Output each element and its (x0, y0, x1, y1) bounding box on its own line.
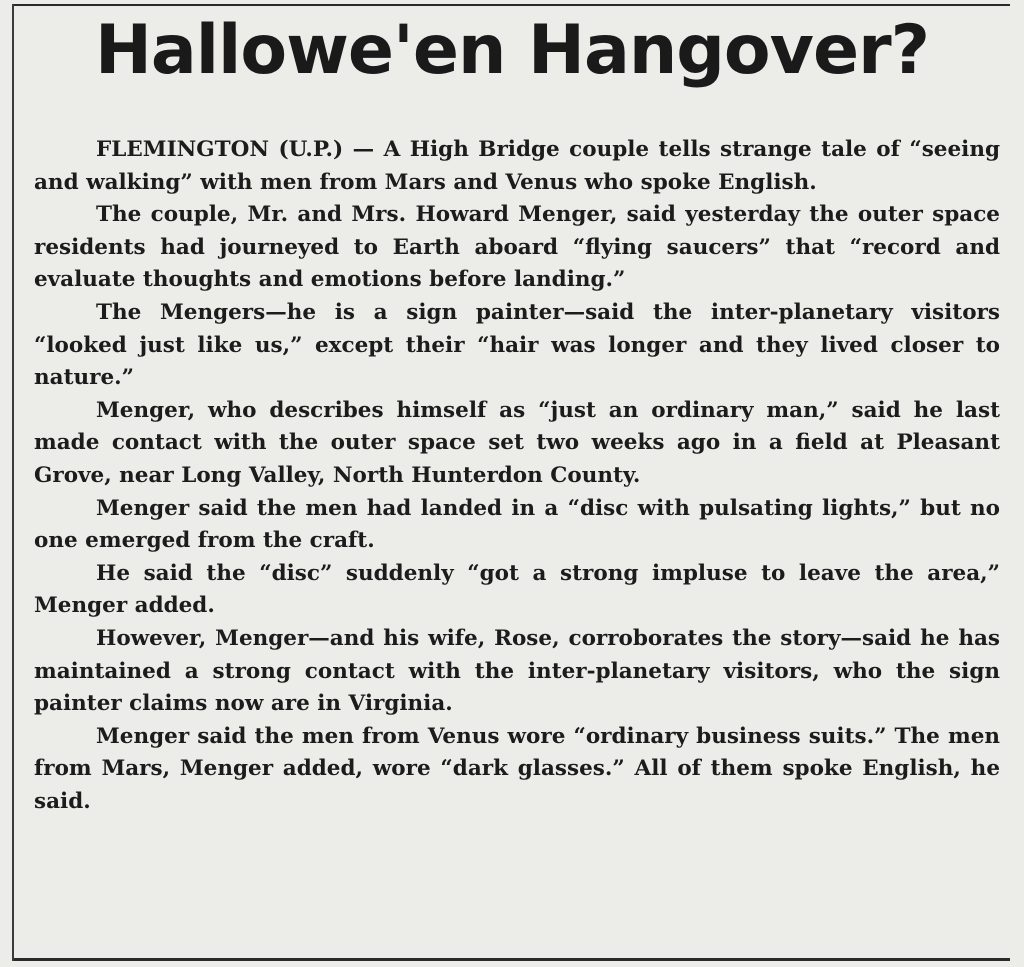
bottom-rule (14, 958, 1010, 961)
paragraph: Menger, who describes himself as “just an ordinary man,” said he last made contact with the outer space set two weeks ago in a field at Pleasant Grove, near Long Valley, North Hunterdon County. (34, 397, 1000, 488)
top-rule (14, 4, 1010, 6)
article-body (34, 134, 1000, 818)
column-rule (12, 4, 14, 961)
paragraph: He said the “disc” suddenly “got a strong impluse to leave the area,” Menger added. (34, 560, 1000, 619)
headline: Hallowe'en Hangover? (94, 11, 930, 90)
paragraph-dateline: FLEMINGTON (U.P.) — A High Bridge couple tells strange tale of “seeing and walking” with men from Mars and Venus who spoke English. (34, 137, 1000, 195)
paragraph: Menger said the men from Venus wore “ordinary business suits.” The men from Mars, Menger added, wore “dark glasses.” All of them spoke English, he said. (34, 723, 1000, 814)
paragraph: The Mengers—he is a sign painter—said the inter-planetary visitors “looked just like us,” except their “hair was longer and they lived closer to nature.” (34, 299, 1000, 391)
paragraph: However, Menger—and his wife, Rose, corroborates the story—said he has maintained a strong contact with the inter-planetary visitors, who the sign painter claims now are in Virginia. (34, 625, 1000, 717)
paragraph: Menger said the men had landed in a “disc with pulsating lights,” but no one emerged from the craft. (34, 495, 1000, 554)
paragraph: The couple, Mr. and Mrs. Howard Menger, said yesterday the outer space residents had journeyed to Earth aboard “flying saucers” that “record and evaluate thoughts and emotions before landing.” (34, 202, 1000, 293)
